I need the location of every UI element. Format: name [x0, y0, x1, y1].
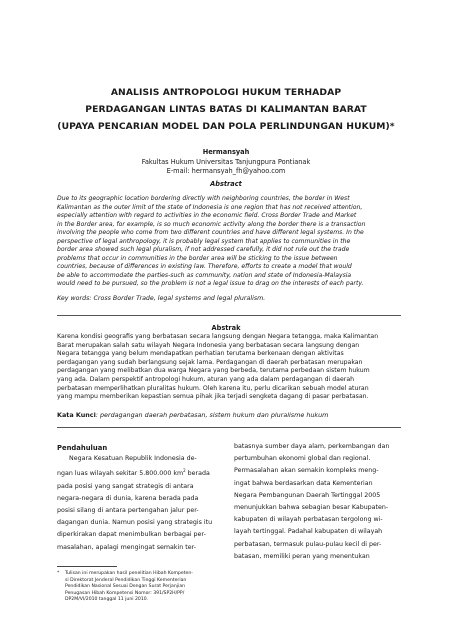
body-right-line: Permasalahan akan semakin kompleks meng- [234, 467, 379, 475]
abstract-en-line: involving the people who come from two different countries and have different legal systems. In the [57, 229, 364, 236]
kata-kunci-label: Kata Kunci [57, 411, 96, 419]
body-left-line: pada posisi yang sangat strategis di antara [57, 482, 194, 490]
body-right-line: kabupaten di wilayah perbatasan tergolong wi- [234, 516, 383, 524]
email-label: E-mail: [166, 167, 190, 175]
body-left-line: negara-negara di dunia, karena berada pada [57, 494, 199, 502]
abstract-en-line: perspective of legal anthropology, it is probably legal system that applies to communities in the [57, 237, 351, 245]
body-left-column [57, 453, 224, 554]
footnote-line: Penugasan Hibah Kompetensi Nomor: 391/SP2H/PP/ [65, 590, 185, 596]
body-right-line: menunjukkan bahwa sebagian besar Kabupaten- [234, 504, 389, 512]
abstract-en-line: border area showed such legal pluralism, if not addressed carefully, it did not rule out the trade [57, 246, 350, 253]
abstract-en-line: especially attention with regard to activities in the economic field. Cross Border Trade and Market [57, 212, 357, 219]
abstract-id-heading: Abstrak [211, 324, 241, 332]
email-address: hermansyah_fh@yahoo.com [191, 167, 286, 175]
body-right-line: layah tertinggal. Padahal kabupaten di wilayah [234, 528, 383, 536]
body-right-column [234, 441, 401, 563]
body-left-line-text: ngan luas wilayah sekitar 5.800.000 km [57, 470, 184, 478]
abstract-id-line: Barat merupakan salah satu wilayah Negara Indonesia yang berbatasan secara langsung dengan [57, 341, 360, 349]
abstract-id-line: perdagangan yang sudah berlangsung sejak lama. Perdagangan di daerah perbatasan merupakan [57, 358, 363, 366]
footnote-rule [57, 566, 117, 567]
body-right-line: perbatasan, termasuk pulau-pulau kecil di per- [234, 540, 382, 548]
abstract-en-line: be able to accommodate the parties-such as community, nation and state of Indonesia-Malaysia [57, 271, 352, 279]
abstract-id-line: Karena kondisi geografis yang berbatasan secara langsung dengan Negara tetangga, maka Kalimantan [57, 333, 379, 340]
body-left-line: diperkirakan dapat menimbulkan berbagai per- [57, 531, 206, 539]
divider-rule [57, 427, 401, 428]
footnote-line-1 [57, 571, 224, 578]
body-right-line: batasan, memiliki peran yang menentukan [234, 552, 370, 560]
abstract-id-line: perbatasan memperlihatkan pluralitas hukum. Oleh karena itu, perlu dicarikan sebuah model aturan [57, 384, 369, 392]
body-left-line-2 [57, 465, 224, 480]
body-left-line: masalahan, apalagi mengingat semakin ter- [57, 543, 197, 551]
keywords-en: Key words: Cross Border Trade, legal systems and legal pluralism. [57, 295, 266, 302]
body-left-line: posisi silang di antara pertengahan jalur per- [57, 506, 199, 514]
footnote-marker: * [57, 571, 60, 576]
body-right-line: Negara Pembangunan Daerah Tertinggal 2005 [234, 491, 381, 499]
footnote-line: si Direktorat Jenderal Pendidikan Tinggi Kementerian [65, 577, 187, 583]
abstract-en-heading: Abstract [210, 180, 242, 188]
body-left-line-tail: berada [185, 470, 210, 478]
abstract-en-line: would need to be pursued, so the problem is not a legal issue to drag on the interests of each party. [57, 280, 364, 287]
footnote-line: Pendidikan Nasional Sesuai Dengan Surat Perjanjian [65, 584, 186, 590]
kata-kunci-text: : perdagangan daerah perbatasan, sistem hukum dan pluralisme hukum [95, 411, 329, 419]
superscript: 2 [183, 468, 186, 474]
divider-rule [57, 315, 401, 316]
author-name: Hermansyah [202, 148, 250, 156]
abstract-en-line: countries, because of differences in existing law. Therefore, efforts to create a model that would [57, 263, 352, 270]
abstract-en-line: in the Border area, for example, is so much economic activity along the border there is a transaction [57, 220, 366, 228]
paper-title-line-3: (UPAYA PENCARIAN MODEL DAN POLA PERLINDUNGAN HUKUM)* [57, 121, 395, 132]
author-email-line [0, 167, 452, 175]
paper-title-line-1: ANALISIS ANTROPOLOGI HUKUM TERHADAP [110, 87, 342, 98]
kata-kunci [57, 411, 401, 419]
footnote-line: DP2M/VI/2010 tanggal 11 juni 2010. [65, 597, 149, 603]
body-left-line: Negara Kesatuan Republik Indonesia de- [69, 455, 197, 462]
footnote [57, 571, 224, 604]
abstract-id-line: yang mampu memberikan kepastian semua pihak jika terjadi sengketa dagang di pasar perbatasan. [57, 393, 369, 401]
body-left-line: dagangan dunia. Namun posisi yang strategis itu [57, 519, 213, 527]
footnote-text: Tulisan ini merupakan hasil penelitian Hibah Kompeten- [65, 571, 193, 576]
body-right-line: ingat bahwa berdasarkan data Kementerian [234, 479, 373, 487]
paper-title-line-2: PERDAGANGAN LINTAS BATAS DI KALIMANTAN BARAT [85, 104, 367, 115]
section-heading: Pendahuluan [57, 444, 108, 452]
author-affiliation: Fakultas Hukum Universitas Tanjungpura Pontianak [141, 158, 311, 166]
abstract-en-line: Due to its geographic location bordering directly with neighboring countries, the border in West [57, 195, 350, 202]
abstract-en-line: problems that occur in communities in the border area will be sticking to the issue between [57, 254, 338, 262]
abstract-id-body [57, 333, 401, 402]
body-right-line: batasnya sumber daya alam, perkembangan dan [234, 443, 390, 450]
body-right-line: pertumbuhan ekonomi global dan regional. [234, 455, 371, 463]
abstract-id-line: Negara tetangga yang belum mendapatkan perhatian terutama berkenaan dengan aktivitas [57, 350, 344, 358]
abstract-en-line: Kalimantan as the outer limit of the state of Indonesia is one region that has not received attention, [57, 203, 363, 211]
abstract-en-body [57, 195, 401, 289]
abstract-id-line: yang ada. Dalam perspektif antropologi hukum, aturan yang ada dalam perdagangan di daerah [57, 375, 355, 383]
abstract-id-line: perdagangan yang melibatkan dua warga Negara yang berbeda, terutama perbedaan sistem hukum [57, 367, 370, 375]
